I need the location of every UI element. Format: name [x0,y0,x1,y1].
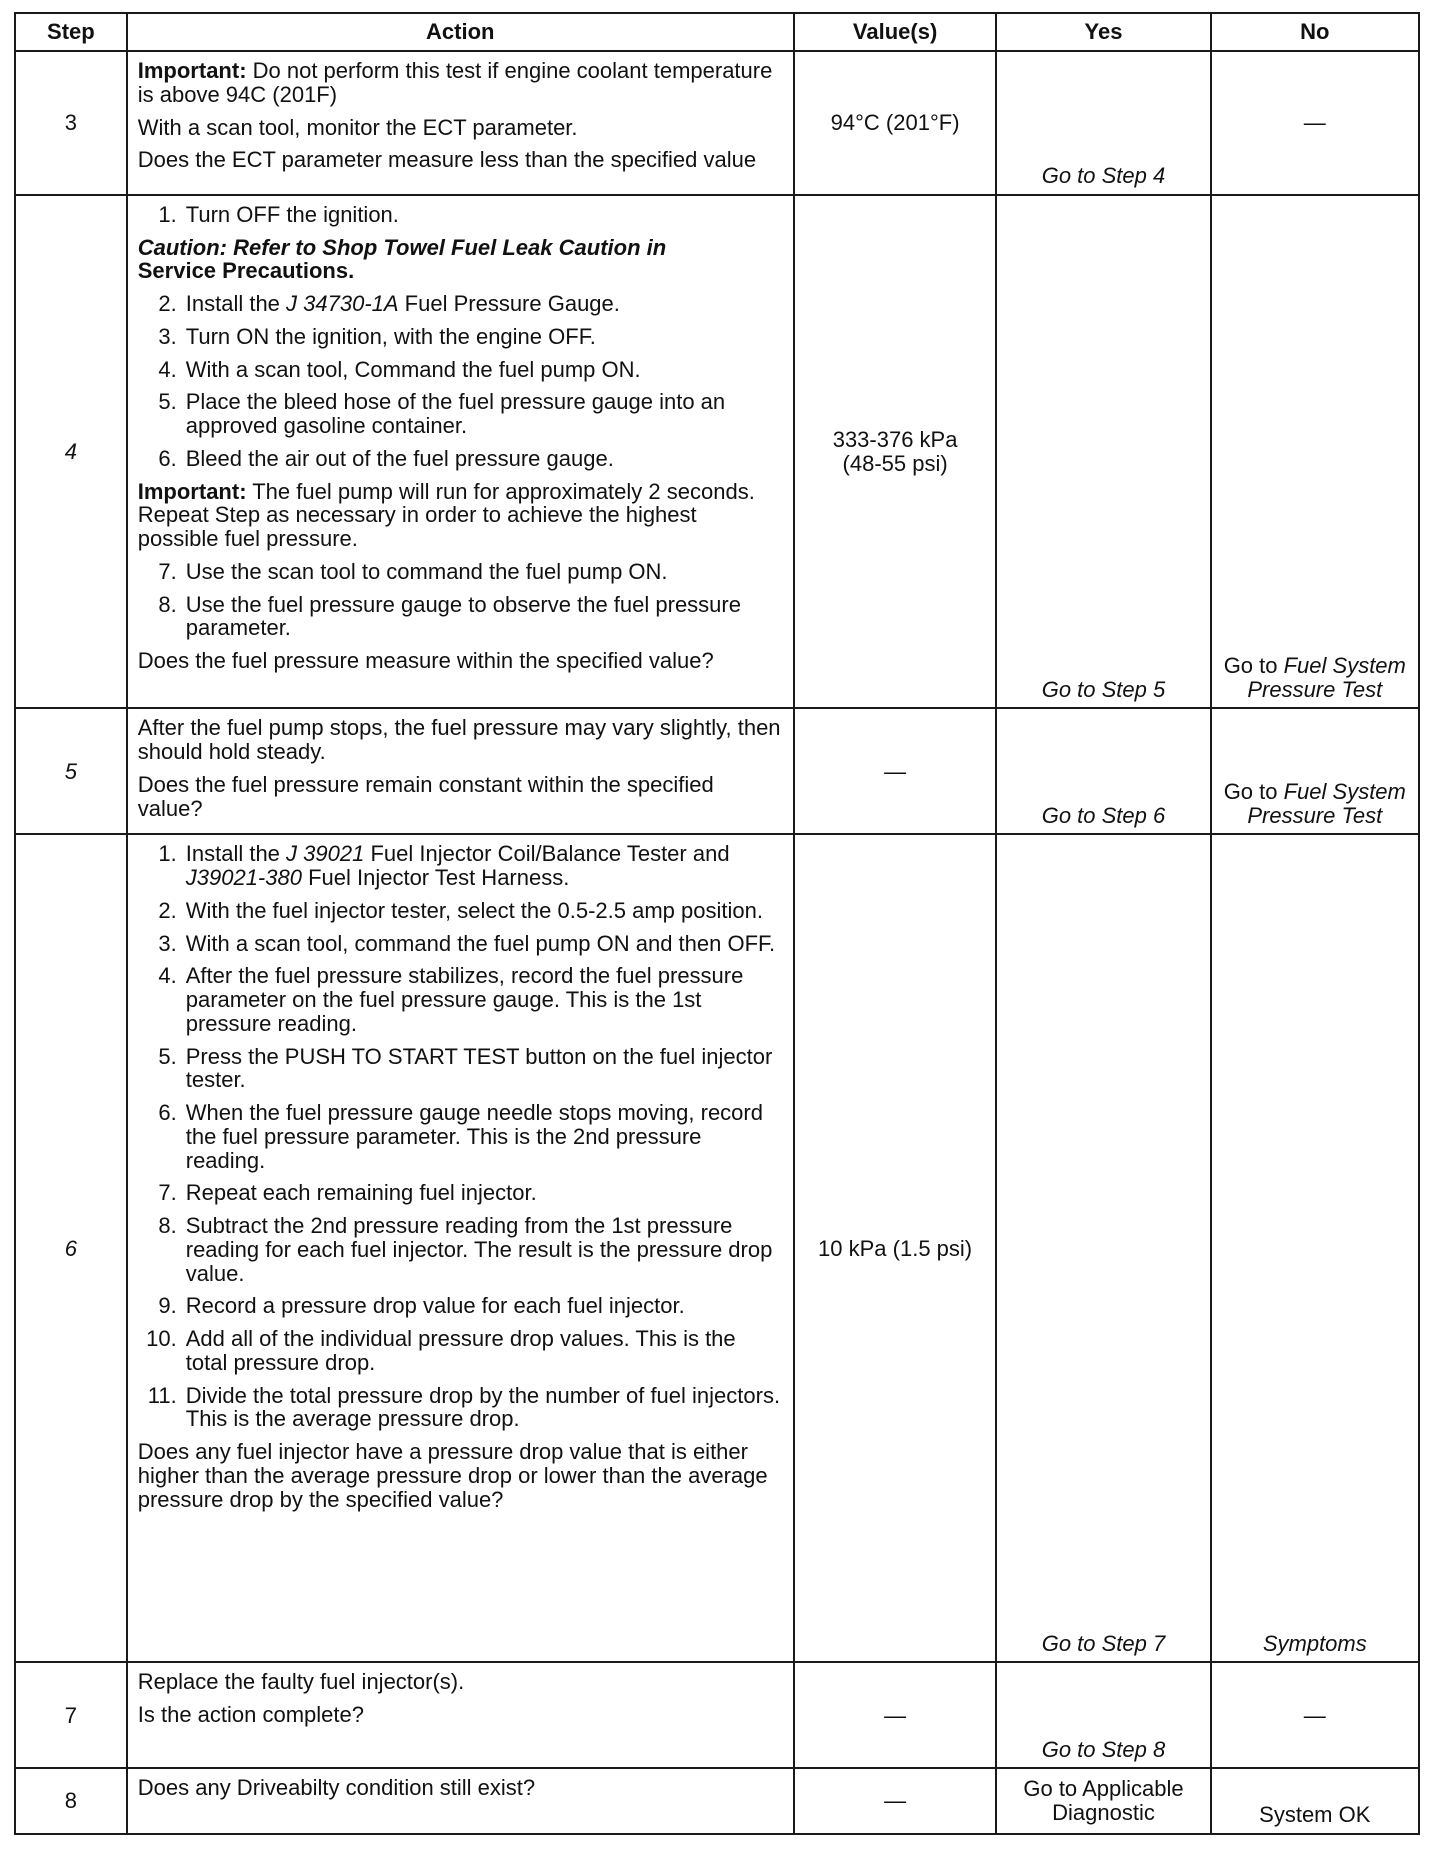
step-number: 3 [15,51,127,195]
list-item: 5. Place the bleed hose of the fuel pressure gauge into an approved gasoline container. [158,389,726,439]
yes-cell [996,1768,1210,1834]
value-cell: — [794,1768,997,1834]
list-item: 2. With the fuel injector tester, select the 0.5-2.5 amp position. [158,897,763,923]
list-item: 9. Record a pressure drop value for each fuel injector. [158,1293,685,1319]
table-row [15,1662,1419,1768]
list-item: 1. Install the J 39021 Fuel Injector Coil/Balance Tester and J39021-380 Fuel Injector Test Harness. [158,841,730,891]
list-item: 10. Add all of the individual pressure drop values. This is the total pressure drop. [146,1326,736,1375]
go-to-step-link[interactable]: Go to Step 8 [1041,1736,1166,1762]
list-item: 7. Use the scan tool to command the fuel pump ON. [158,558,668,584]
list-item: 8. Use the fuel pressure gauge to observe the fuel pressure parameter. [158,591,741,641]
header-step: Step [15,13,127,51]
action-question: Is the action complete? [137,1702,364,1728]
no-cell: Go to Fuel System Pressure Test [1211,195,1419,709]
action-cell [127,834,794,1662]
header-values: Value(s) [794,13,997,51]
important-label: Important: [137,58,247,83]
important-note: Important: The fuel pump will run for approximately 2 seconds. Repeat Step as necessary in order to achieve the highest possible fuel pressure. [137,478,755,552]
value-cell: 10 kPa (1.5 psi) [794,834,997,1662]
header-action: Action [127,13,794,51]
list-item: 11. Divide the total pressure drop by the number of fuel injectors. This is the average pressure drop. [147,1382,781,1432]
action-cell [127,1768,794,1834]
tool-ref: J 34730-1A [286,291,399,317]
value-cell: 94°C (201°F) [794,51,997,195]
no-cell [1211,834,1419,1662]
procedure-list [138,560,783,640]
list-item: 8. Subtract the 2nd pressure reading from the 1st pressure reading for each fuel injector. The result is the pressure drop value. [158,1213,773,1286]
table-header-row [15,13,1419,51]
important-note: Important: Do not perform this test if engine coolant temperature is above 94C (201F) [137,58,773,107]
go-to-step-link[interactable]: Go to Step 5 [1041,676,1166,702]
procedure-list [138,292,783,471]
list-item: 4. After the fuel pressure stabilizes, record the fuel pressure parameter on the fuel pressure gauge. This is the 1st pressure reading. [158,963,744,1036]
list-item: 6. Bleed the air out of the fuel pressure gauge. [158,445,614,471]
yes-cell [996,51,1210,195]
no-cell: — [1211,1662,1419,1768]
table-row [15,834,1419,1662]
action-question: Does the fuel pressure measure within the specified value? [137,648,714,674]
value-cell: — [794,1662,997,1768]
action-text: After the fuel pump stops, the fuel pressure may vary slightly, then should hold steady. [137,715,781,765]
diagnostic-table [14,12,1420,1835]
yes-cell [996,195,1210,709]
yes-cell [996,834,1210,1662]
action-cell [127,195,794,709]
header-no: No [1211,13,1419,51]
table-row [15,1768,1419,1834]
action-question: Does the fuel pressure remain constant within the specified value? [137,771,714,821]
go-to-step-link[interactable]: Go to Step 4 [1041,163,1166,189]
list-item: 3. Turn ON the ignition, with the engine OFF. [158,323,596,349]
list-item: 5. Press the PUSH TO START TEST button on the fuel injector tester. [158,1043,773,1093]
tool-ref: J39021-380 [185,865,302,891]
no-cell: System OK [1211,1768,1419,1834]
list-item: 1. Turn OFF the ignition. [158,201,399,227]
yes-cell [996,708,1210,834]
procedure-list [138,842,783,1431]
fuel-system-pressure-test-link[interactable]: Fuel System Pressure Test [1247,778,1406,828]
step-number: 5 [15,708,127,834]
action-text: With a scan tool, monitor the ECT parameter. [137,114,578,140]
go-to-step-link[interactable]: Go to Step 7 [1041,1630,1166,1656]
no-cell: — [1211,51,1419,195]
tool-ref: J 39021 [286,841,365,867]
go-to-step-link[interactable]: Go to Step 6 [1041,802,1166,828]
list-item: 3. With a scan tool, command the fuel pump ON and then OFF. [158,930,776,956]
action-cell [127,51,794,195]
step-number: 6 [15,834,127,1662]
table-row [15,708,1419,834]
symptoms-link[interactable]: Symptoms [1262,1630,1367,1656]
step-number: 4 [15,195,127,709]
no-cell: Go to Fuel System Pressure Test [1211,708,1419,834]
table-row [15,51,1419,195]
caution-note: Caution: Refer to Shop Towel Fuel Leak Caution in Service Precautions. [137,234,667,284]
procedure-list [138,203,783,227]
action-cell [127,1662,794,1768]
action-question: Does any Driveabilty condition still exist? [137,1775,536,1801]
important-label: Important: [137,478,247,504]
list-item: 4. With a scan tool, Command the fuel pump ON. [158,356,641,382]
table-row [15,195,1419,709]
list-item: 6. When the fuel pressure gauge needle stops moving, record the fuel pressure parameter. This is the 2nd pressure reading. [158,1100,763,1173]
action-question: Does the ECT parameter measure less than the specified value [137,147,757,173]
applicable-diagnostic-link[interactable]: Go to Applicable Diagnostic [1023,1776,1184,1826]
action-cell [127,708,794,834]
value-cell: 333-376 kPa (48-55 psi) [794,195,997,709]
yes-cell [996,1662,1210,1768]
step-number: 7 [15,1662,127,1768]
action-text: Replace the faulty fuel injector(s). [137,1669,465,1695]
list-item: 7. Repeat each remaining fuel injector. [158,1180,537,1206]
action-question: Does any fuel injector have a pressure drop value that is either higher than the average pressure drop or lower than the average pressure drop by the specified value? [137,1439,768,1512]
list-item: 2. Install the J 34730-1A Fuel Pressure Gauge. [158,291,620,317]
fuel-system-pressure-test-link[interactable]: Fuel System Pressure Test [1247,652,1406,702]
header-yes: Yes [996,13,1210,51]
value-cell: — [794,708,997,834]
step-number: 8 [15,1768,127,1834]
